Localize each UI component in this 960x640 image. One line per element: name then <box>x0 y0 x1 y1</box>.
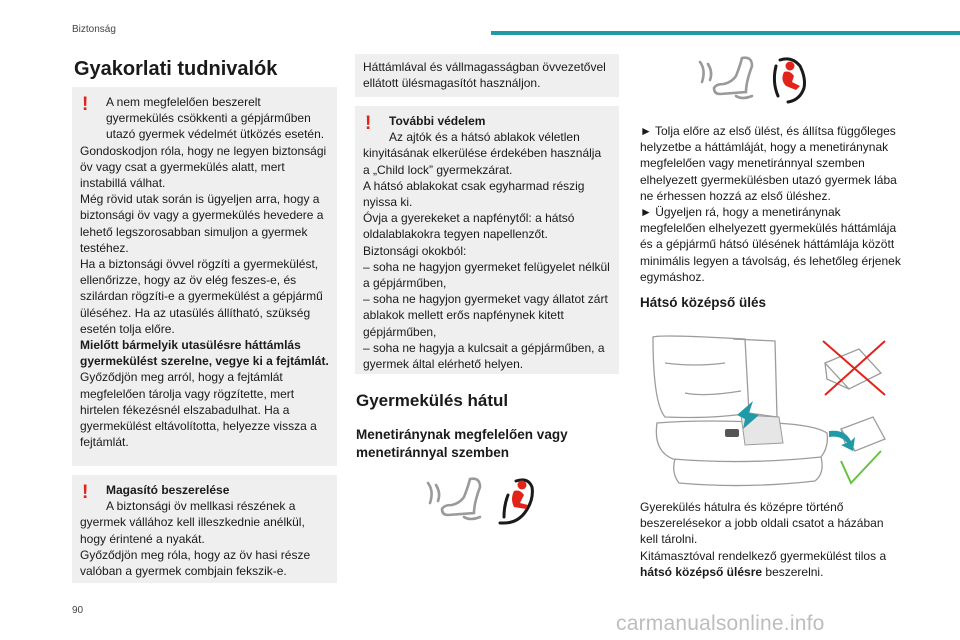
exclamation-icon: ! <box>365 113 372 134</box>
warning-para: Biztonsági okokból: <box>363 243 467 258</box>
warning-heading: Magasító beszerelése <box>106 483 230 497</box>
subsection-title-center: Hátsó középső ülés <box>640 295 767 310</box>
warning-para: Győződjön meg arról, hogy a fejtámlát megfelelően tárolja vagy rögzítette, mert hirtelen fékezésnél elszabadulhat. Ha a gyermekülést eltávolította, helyezze vissza a fejtámlát. <box>80 370 317 450</box>
warning-first-line: Az ajtók és a hátsó ablakok véletlen <box>389 130 580 145</box>
exclamation-icon: ! <box>82 482 89 503</box>
warning-para: Még rövid utak során is ügyeljen arra, hogy a biztonsági öv vagy a gyermekülés hevedere a lehető legszorosabban simuljon a gyermek testéhez. <box>80 192 324 255</box>
warning-first-line: A biztonsági öv mellkasi részének a <box>106 499 296 514</box>
warning-para: Győződjön meg róla, hogy az öv hasi része valóban a gyermek combjain fekszik-e. <box>80 547 311 579</box>
warning-para: A hátsó ablakokat csak egyharmad részig nyissa ki. <box>363 178 585 210</box>
warning-bullet: – soha ne hagyja a kulcsait a gépjárműben, a gyermek által elérhető helyen. <box>363 340 605 372</box>
warning-para: Ha a biztonsági övvel rögzíti a gyermekülést, ellenőrizze, hogy az öv elég feszes-e, és szilárdan rögzíti-e a gyermekülést a gépjármű üléséhez. Ha az utasülés állítható, szükség esetén tolja előre. <box>80 257 323 336</box>
instruction-bullet: ► Tolja előre az első ülést, és állítsa függőleges helyzetbe a háttámláját, hogy a menetiránynak megfelelően vagy menetiránnyal szemben elhelyezett gyermekülésben utazó gyermek lába ne érhessen hozzá az első üléshez. <box>640 124 897 203</box>
warning-heading: További védelem <box>389 114 486 128</box>
warning-para: Gondoskodjon róla, hogy ne legyen biztonsági öv vagy csat a gyermekülés alatt, mert instabillá válhat. <box>80 143 327 191</box>
instruction-bullet: ► Ügyeljen rá, hogy a menetiránynak megfelelően elhelyezett gyermekülés háttámlája és a gépjármű hátsó ülésének háttámlája között minimális legyen a távolság, és lehetőleg érjenek egymáshoz. <box>640 205 901 284</box>
note-box-booster <box>355 54 619 97</box>
page-number: 90 <box>72 605 84 616</box>
note-text: Háttámlával és vállmagasságban övvezetővel ellátott ülésmagasítót használjon. <box>363 60 606 91</box>
header-accent-bar <box>491 31 960 35</box>
warning-box-child-seat <box>72 87 337 466</box>
watermark-text: carmanualsonline.info <box>616 612 825 635</box>
center-seat-paragraph: Gyerekülés hátulra és középre történő beszerelésekor a jobb oldali csatot a házában kell tárolni. <box>640 500 884 547</box>
warning-para-bold: Mielőtt bármelyik utasülésre háttámlás gyermekülést szerelne, vegye ki a fejtámlát. <box>80 338 329 369</box>
subsection-title-direction: Menetiránynak megfelelően vagy menetiránnyal szemben <box>356 427 568 460</box>
section-title-rear: Gyermekülés hátul <box>356 391 509 410</box>
warning-para: gyermek vállához kell illeszkednie anélkül, hogy érintené a nyakát. <box>80 515 305 546</box>
warning-box-booster <box>72 475 337 583</box>
rear-seat-buckle-illustration <box>645 333 895 493</box>
center-seat-paragraph: Kitámasztóval rendelkező gyermekülést tilos a hátsó középső ülésre beszerelni. <box>640 549 887 580</box>
warning-para: gyermekülés csökkenti a gépjárműben utazó gyermek védelmét ütközés esetén. <box>106 111 325 142</box>
header-section-label: Biztonság <box>72 24 116 35</box>
warning-para: Óvja a gyerekeket a napfénytől: a hátsó oldalablakokra tegyen napellenzőt. <box>363 211 575 242</box>
page-title: Gyakorlati tudnivalók <box>74 58 278 80</box>
exclamation-icon: ! <box>82 94 89 115</box>
warning-para: kinyitásának elkerülése érdekében használja a „Child lock” gyermekzárat. <box>363 146 602 177</box>
seat-child-seat-illustration <box>408 473 568 531</box>
warning-bullet: – soha ne hagyjon gyermeket felügyelet nélkül a gépjárműben, <box>363 259 610 291</box>
warning-bullet: – soha ne hagyjon gyermeket vagy állatot zárt ablakok mellett erős napfénynek kitett gépjárműben, <box>363 292 608 339</box>
warning-first-line: A nem megfelelően beszerelt <box>106 95 261 109</box>
seat-child-seat-illustration <box>680 52 840 110</box>
warning-box-protection <box>355 106 619 374</box>
